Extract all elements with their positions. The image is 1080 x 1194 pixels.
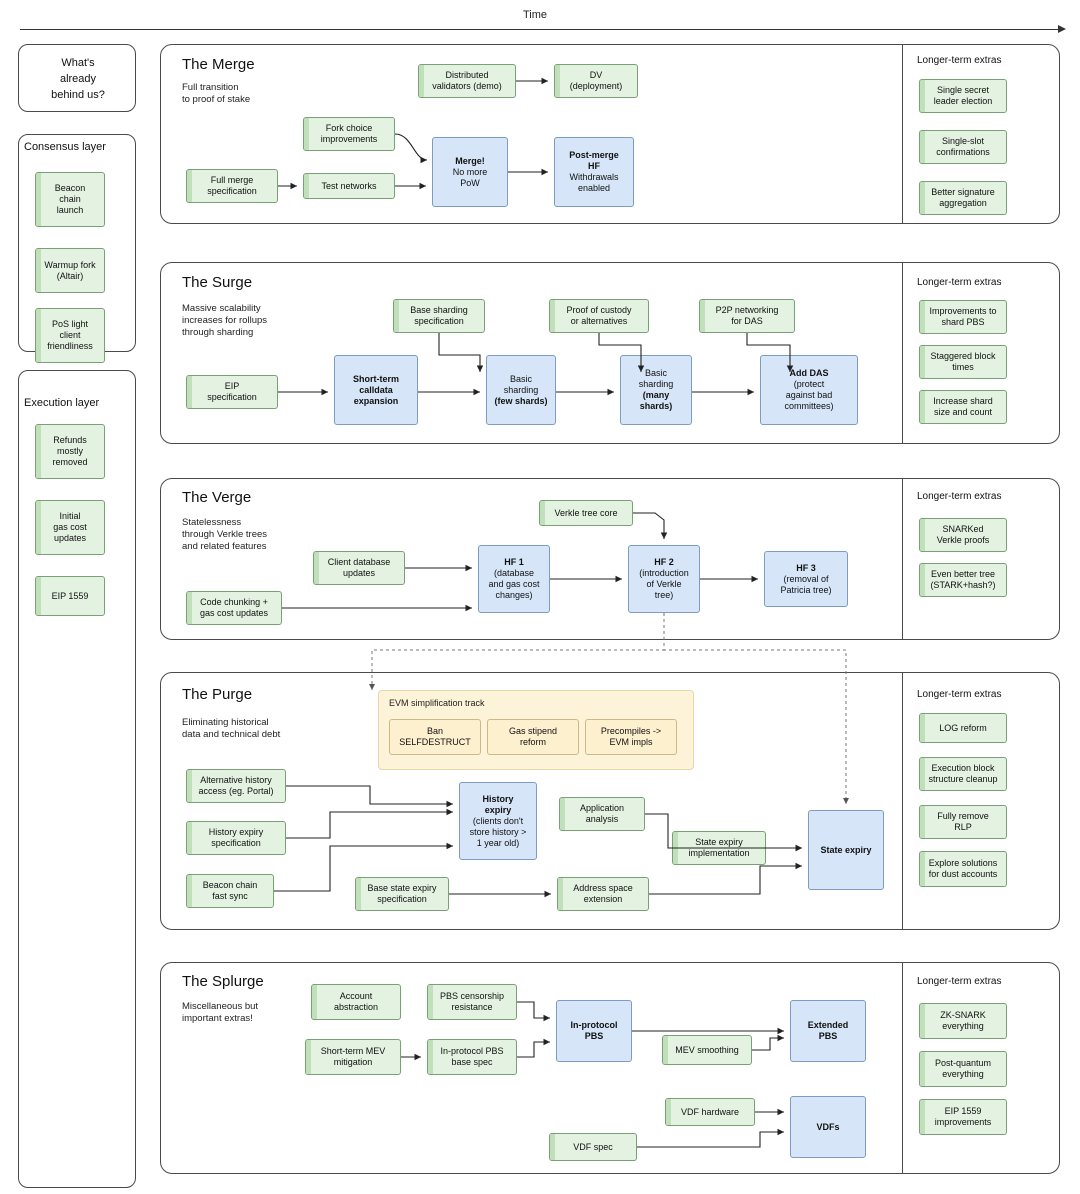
left-header-panel	[18, 44, 136, 112]
node-account-abstraction: Account abstraction	[311, 984, 401, 1020]
node-application-analysis: Application analysis	[559, 797, 645, 831]
node-fork-choice-improvements: Fork choice improvements	[303, 117, 395, 151]
node-address-space-extension: Address space extension	[557, 877, 649, 911]
left-header-line-1: What's	[61, 57, 95, 69]
node-precompiles-to-evm-impls: Precompiles -> EVM impls	[585, 719, 677, 755]
node-client-database-updates: Client database updates	[313, 551, 405, 585]
node-vdf-spec: VDF spec	[549, 1133, 637, 1161]
node-ban-selfdestruct: Ban SELFDESTRUCT	[389, 719, 481, 755]
section-subtitle-verge: Statelessness through Verkle trees and related features	[182, 517, 268, 552]
extra-increase-shard-size-and-count: Increase shard size and count	[919, 390, 1007, 424]
purge-extras-divider	[902, 673, 903, 929]
time-axis-line	[20, 29, 1060, 30]
extra-even-better-tree: Even better tree (STARK+hash?)	[919, 563, 1007, 597]
extra-execution-block-structure-cleanup: Execution block structure cleanup	[919, 757, 1007, 791]
section-subtitle-merge: Full transition to proof of stake	[182, 82, 251, 105]
verge-extras-divider	[902, 479, 903, 639]
node-code-chunking-gas-cost-updates: Code chunking + gas cost updates	[186, 591, 282, 625]
node-test-networks: Test networks	[303, 173, 395, 199]
left-item-refunds-removed: Refunds mostly removed	[35, 424, 105, 479]
extra-staggered-block-times: Staggered block times	[919, 345, 1007, 379]
node-post-merge-hf: Post-merge HF Withdrawals enabled	[554, 137, 634, 207]
node-hf-2: HF 2 (introduction of Verkle tree)	[628, 545, 700, 613]
extra-improvements-to-shard-pbs: Improvements to shard PBS	[919, 300, 1007, 334]
extras-title-splurge: Longer-term extras	[917, 976, 1002, 987]
node-verkle-tree-core: Verkle tree core	[539, 500, 633, 526]
left-item-pos-light-client: PoS light client friendliness	[35, 308, 105, 363]
extra-post-quantum-everything: Post-quantum everything	[919, 1051, 1007, 1087]
extras-title-merge: Longer-term extras	[917, 55, 1002, 66]
left-header-line-2: already	[59, 73, 97, 85]
extra-eip-1559-improvements: EIP 1559 improvements	[919, 1099, 1007, 1135]
node-base-state-expiry-specification: Base state expiry specification	[355, 877, 449, 911]
evm-simplification-track-title: EVM simplification track	[389, 698, 485, 708]
node-eip-specification: EIP specification	[186, 375, 278, 409]
section-subtitle-surge: Massive scalability increases for rollups through sharding	[182, 303, 268, 338]
node-basic-sharding-many-shards: Basic sharding (many shards)	[620, 355, 692, 425]
node-extended-pbs: Extended PBS	[790, 1000, 866, 1062]
section-title-splurge: The Splurge	[182, 973, 264, 990]
extra-explore-dust-accounts: Explore solutions for dust accounts	[919, 851, 1007, 887]
node-distributed-validators-demo: Distributed validators (demo)	[418, 64, 516, 98]
node-proof-of-custody: Proof of custody or alternatives	[549, 299, 649, 333]
node-add-das: Add DAS (protect against bad committees)	[760, 355, 858, 425]
node-in-protocol-pbs: In-protocol PBS	[556, 1000, 632, 1062]
execution-layer-title: Execution layer	[24, 397, 100, 409]
node-hf-3: HF 3 (removal of Patricia tree)	[764, 551, 848, 607]
consensus-layer-title: Consensus layer	[24, 141, 106, 153]
left-item-beacon-chain-launch: Beacon chain launch	[35, 172, 105, 227]
node-full-merge-specification: Full merge specification	[186, 169, 278, 203]
left-item-initial-gas-cost-updates: Initial gas cost updates	[35, 500, 105, 555]
node-short-term-calldata-expansion: Short-term calldata expansion	[334, 355, 418, 425]
section-subtitle-purge: Eliminating historical data and technical debt	[182, 717, 281, 740]
node-short-term-mev-mitigation: Short-term MEV mitigation	[305, 1039, 401, 1075]
splurge-extras-divider	[902, 963, 903, 1173]
left-item-eip-1559: EIP 1559	[35, 576, 105, 616]
node-state-expiry-implementation: State expiry implementation	[672, 831, 766, 865]
extra-log-reform: LOG reform	[919, 713, 1007, 743]
node-hf-1: HF 1 (database and gas cost changes)	[478, 545, 550, 613]
left-item-warmup-fork: Warmup fork (Altair)	[35, 248, 105, 293]
extras-title-verge: Longer-term extras	[917, 491, 1002, 502]
extra-single-secret-leader-election: Single secret leader election	[919, 79, 1007, 113]
node-alternative-history-access: Alternative history access (eg. Portal)	[186, 769, 286, 803]
node-pbs-censorship-resistance: PBS censorship resistance	[427, 984, 517, 1020]
node-merge-no-more-pow: Merge! No more PoW	[432, 137, 508, 207]
node-base-sharding-specification: Base sharding specification	[393, 299, 485, 333]
node-vdfs: VDFs	[790, 1096, 866, 1158]
extra-better-signature-aggregation: Better signature aggregation	[919, 181, 1007, 215]
left-panel-execution	[18, 370, 136, 1188]
left-header-line-3: behind us?	[51, 89, 105, 101]
time-axis-label: Time	[523, 9, 548, 21]
node-history-expiry: History expiry (clients don't store history > 1 year old)	[459, 782, 537, 860]
node-mev-smoothing: MEV smoothing	[662, 1035, 752, 1065]
merge-extras-divider	[902, 45, 903, 223]
node-state-expiry: State expiry	[808, 810, 884, 890]
extra-fully-remove-rlp: Fully remove RLP	[919, 805, 1007, 839]
node-beacon-chain-fast-sync: Beacon chain fast sync	[186, 874, 274, 908]
extra-single-slot-confirmations: Single-slot confirmations	[919, 130, 1007, 164]
section-title-purge: The Purge	[182, 686, 253, 703]
node-gas-stipend-reform: Gas stipend reform	[487, 719, 579, 755]
section-subtitle-splurge: Miscellaneous but important extras!	[182, 1001, 259, 1024]
extra-zk-snark-everything: ZK-SNARK everything	[919, 1003, 1007, 1039]
surge-extras-divider	[902, 263, 903, 443]
extra-snarked-verkle-proofs: SNARKed Verkle proofs	[919, 518, 1007, 552]
extras-title-purge: Longer-term extras	[917, 689, 1002, 700]
node-vdf-hardware: VDF hardware	[665, 1098, 755, 1126]
node-basic-sharding-few-shards: Basic sharding (few shards)	[486, 355, 556, 425]
node-in-protocol-pbs-base-spec: In-protocol PBS base spec	[427, 1039, 517, 1075]
node-history-expiry-specification: History expiry specification	[186, 821, 286, 855]
extras-title-surge: Longer-term extras	[917, 277, 1002, 288]
node-dv-deployment: DV (deployment)	[554, 64, 638, 98]
node-p2p-networking-for-das: P2P networking for DAS	[699, 299, 795, 333]
section-title-surge: The Surge	[182, 274, 253, 291]
time-axis-arrow	[1058, 25, 1066, 33]
section-title-verge: The Verge	[182, 489, 252, 506]
section-title-merge: The Merge	[182, 56, 255, 73]
